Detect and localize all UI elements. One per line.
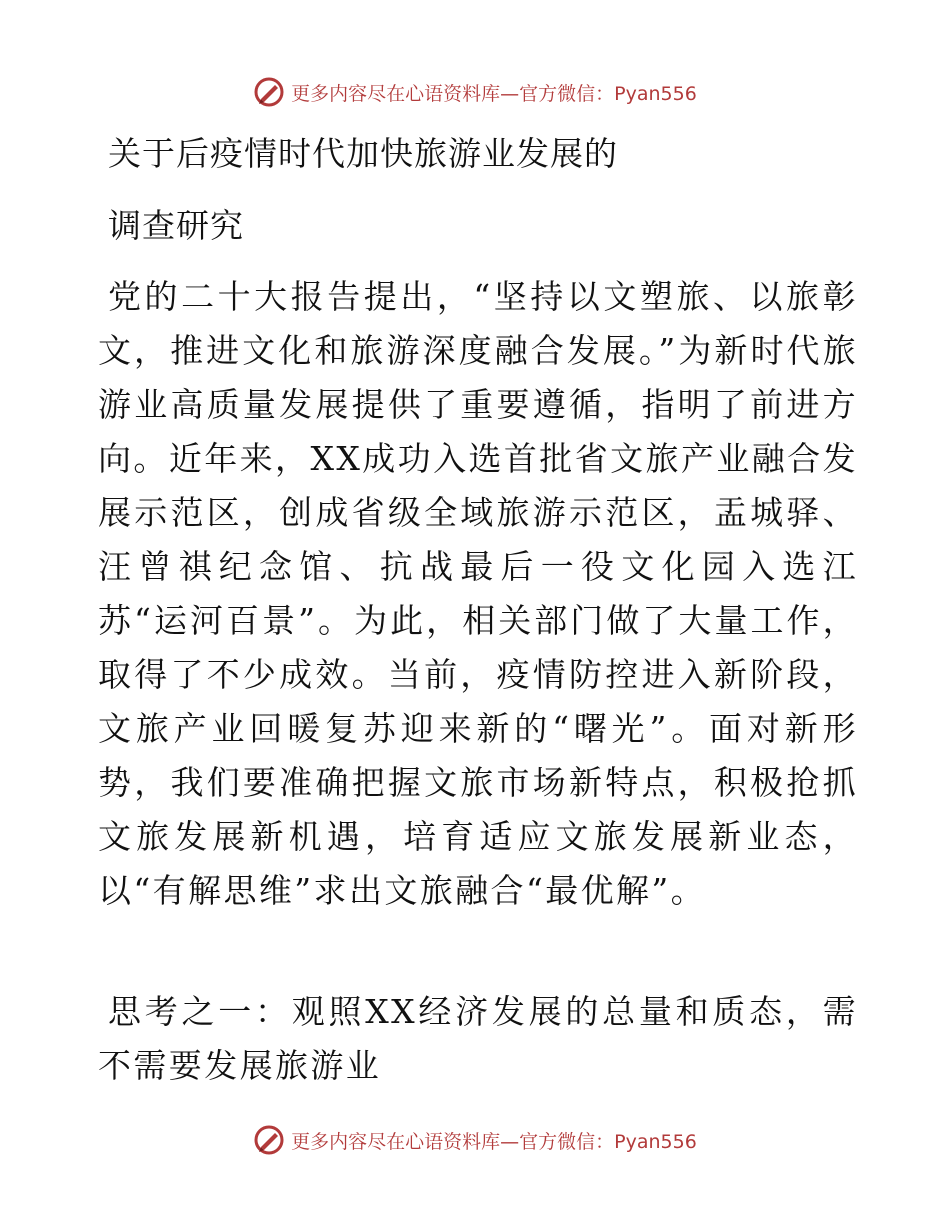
watermark-header (0, 72, 950, 112)
red-pen-logo-icon (253, 1124, 285, 1156)
document-title-line-2: 调查研究 (108, 206, 244, 245)
watermark-footer (0, 1120, 950, 1160)
red-pen-logo-icon (253, 76, 285, 108)
body-paragraph-1: 党的二十大报告提出，“坚持以文塑旅、以旅彰文，推进文化和旅游深度融合发展。”为新时代旅游业高质量发展提供了重要遵循，指明了前进方向。近年来，XX成功入选首批省文旅产业融合发展示范区，创成省级全域旅游示范区，盂城驿、汪曾祺纪念馆、抗战最后一役文化园入选江苏“运河百景”。为此，相关部门做了大量工作，取得了不少成效。当前，疫情防控进入新阶段，文旅产业回暖复苏迎来新的“曙光”。面对新形势，我们要准确把握文旅市场新特点，积极抢抓文旅发展新机遇，培育适应文旅发展新业态，以“有解思维”求出文旅融合“最优解”。 (98, 277, 858, 910)
document-title-line-1: 关于后疫情时代加快旅游业发展的 (108, 134, 618, 173)
watermark-text: 更多内容尽在心语资料库—官方微信：Pyan556 (291, 82, 697, 105)
watermark-text: 更多内容尽在心语资料库—官方微信：Pyan556 (291, 1130, 697, 1153)
section-heading-1: 思考之一：观照XX经济发展的总量和质态，需不需要发展旅游业 (98, 992, 858, 1085)
